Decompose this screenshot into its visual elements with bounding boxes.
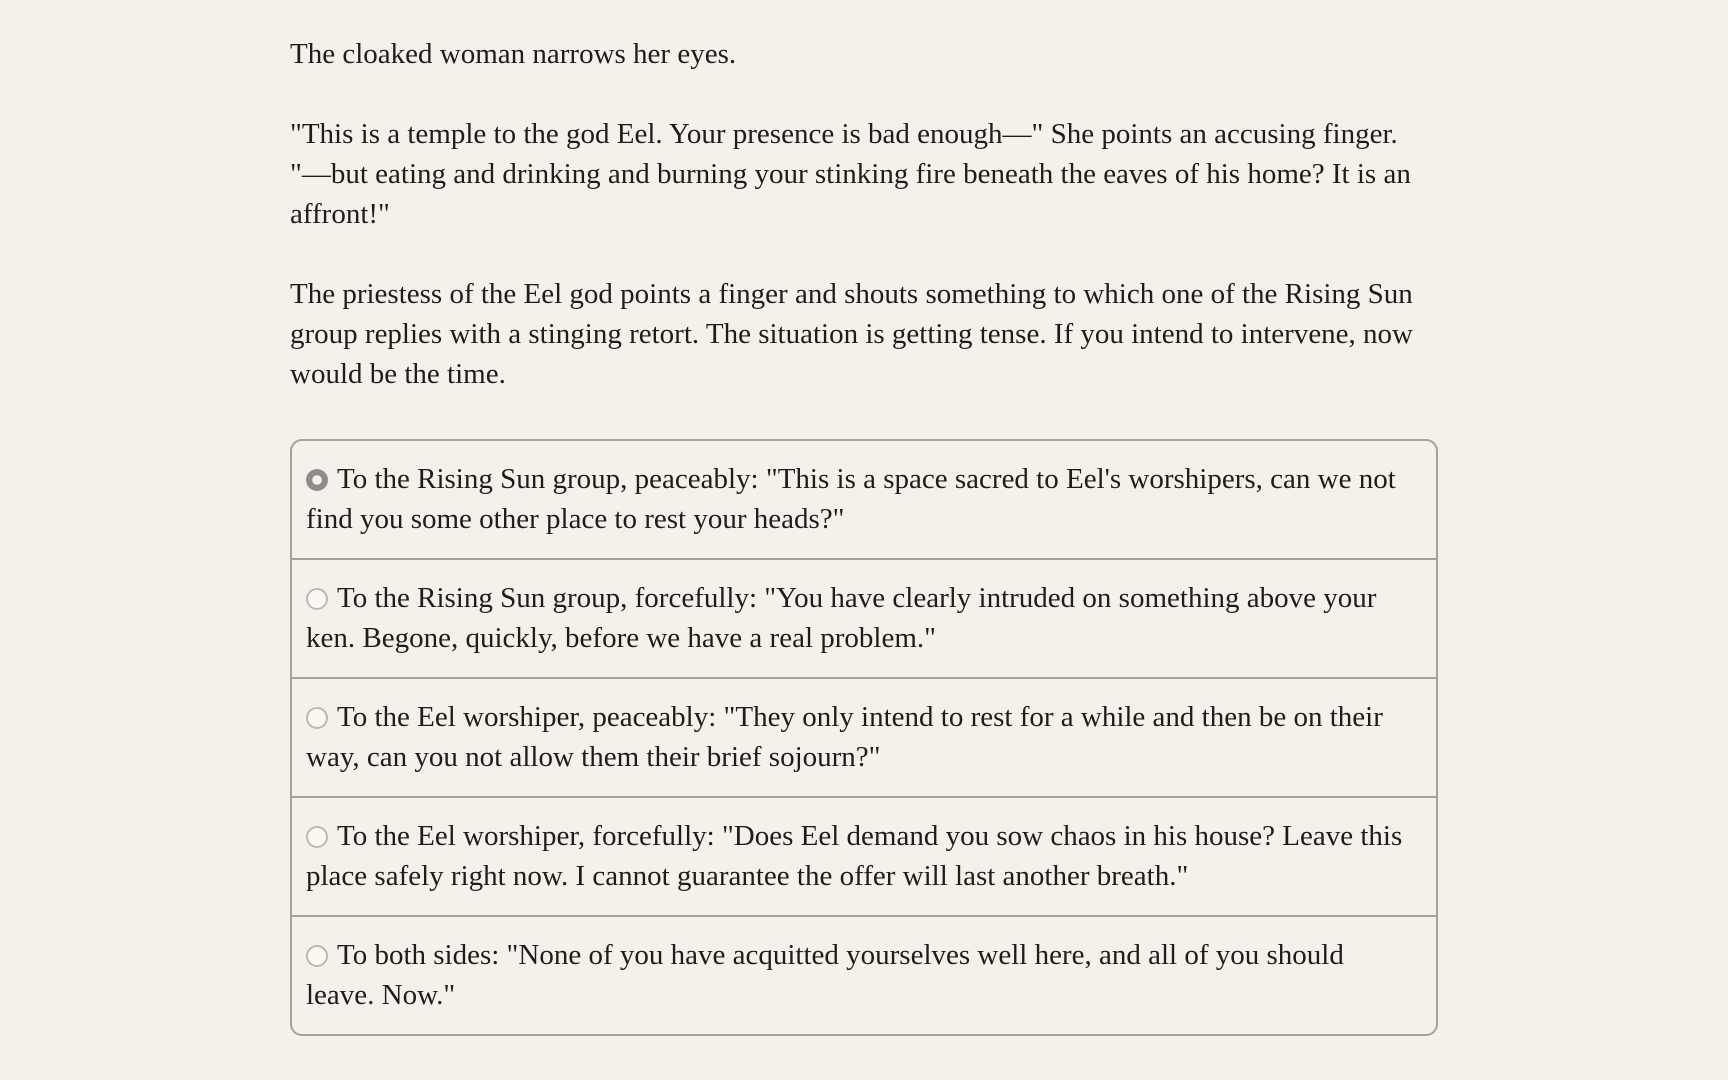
story-paragraph: "This is a temple to the god Eel. Your presence is bad enough—" She points an accusing finger. "—but eating and drinking and burning your stinking fire beneath the eaves of his home? It is an affront!" [290, 118, 1411, 230]
radio-icon[interactable] [306, 826, 328, 848]
story-text [290, 34, 1438, 394]
radio-icon[interactable] [306, 469, 328, 491]
radio-icon[interactable] [306, 945, 328, 967]
story-paragraph: The cloaked woman narrows her eyes. [290, 38, 737, 70]
choice-label: To the Rising Sun group, peaceably: "This is a space sacred to Eel's worshipers, can we not find you some other place to rest your heads?" [306, 463, 1396, 535]
choice-option-3[interactable] [292, 677, 1436, 796]
story-paragraph: The priestess of the Eel god points a finger and shouts something to which one of the Rising Sun group replies with a stinging retort. The situation is getting tense. If you intend to intervene, now would be the time. [290, 278, 1413, 390]
choice-option-5[interactable] [292, 915, 1436, 1034]
choice-label: To both sides: "None of you have acquitted yourselves well here, and all of you should leave. Now." [306, 939, 1344, 1011]
choice-label: To the Rising Sun group, forcefully: "You have clearly intruded on something above your ken. Begone, quickly, before we have a real problem." [306, 582, 1377, 654]
story-page [290, 0, 1438, 1036]
choice-label: To the Eel worshiper, peaceably: "They only intend to rest for a while and then be on their way, can you not allow them their brief sojourn?" [306, 701, 1383, 773]
choice-option-4[interactable] [292, 796, 1436, 915]
choice-label: To the Eel worshiper, forcefully: "Does Eel demand you sow chaos in his house? Leave this place safely right now. I cannot guarantee the offer will last another breath." [306, 820, 1403, 892]
choice-option-1[interactable] [292, 441, 1436, 558]
choice-list [290, 439, 1438, 1036]
choice-option-2[interactable] [292, 558, 1436, 677]
radio-icon[interactable] [306, 707, 328, 729]
radio-icon[interactable] [306, 588, 328, 610]
